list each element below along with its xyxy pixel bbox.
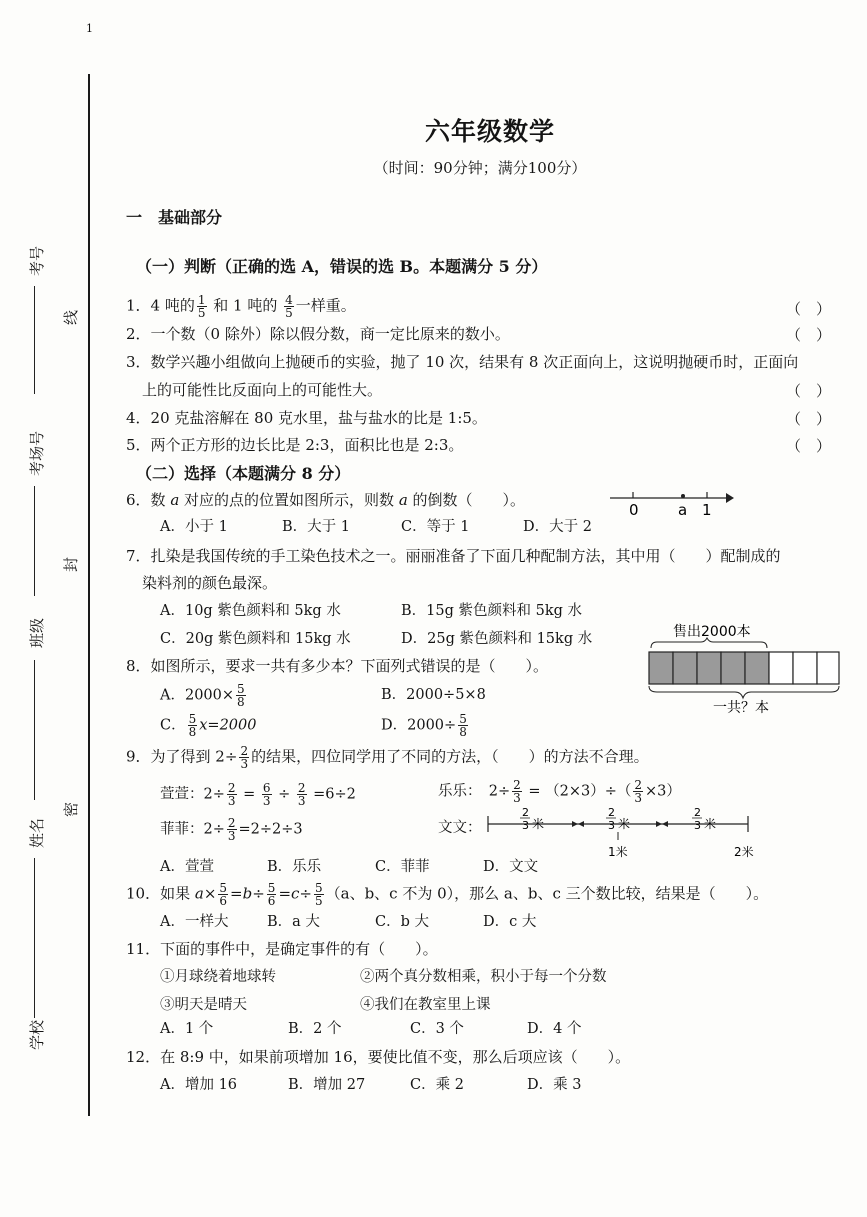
option-10b[interactable]: B．a 大 <box>267 914 320 930</box>
event-2: ②两个真分数相乘，积小于每一个分数 <box>360 969 607 985</box>
bar-cell-shaded <box>745 652 769 684</box>
question-6: 6．数 a 对应的点的位置如图所示，则数 a 的倒数（ ）。 <box>126 491 526 509</box>
fraction: $\frac{2}{3}$ <box>227 816 236 843</box>
answer-paren-4[interactable]: （ ） <box>786 410 832 428</box>
option-12d[interactable]: D．乘 3 <box>527 1077 582 1093</box>
question-3-line1: 3．数学兴趣小组做向上抛硬币的实验，抛了 10 次，结果有 8 次正面向上，这说明抛硬币时，正面向 <box>126 353 799 371</box>
answer-paren-1[interactable]: （ ） <box>786 300 832 318</box>
label-kaochang: 考场号 <box>28 430 46 476</box>
question-9: 9．为了得到 2÷ $\frac{2}{3}$ 的结果，四位同学用了不同的方法，（ ）的方法不合理。 <box>126 744 649 771</box>
question-2: 2．一个数（0 除外）除以假分数，商一定比原来的数小。 <box>126 325 510 343</box>
bar-cell-shaded <box>673 652 697 684</box>
seal-feng: 封 <box>62 556 80 572</box>
option-6d[interactable]: D．大于 2 <box>523 519 592 535</box>
method-lele: 乐乐： 2÷ $\frac{2}{3}$ = （2×3）÷（ $\frac{2}{3}$ ×3） <box>438 778 681 805</box>
option-7d[interactable]: D．25g 紫色颜料和 15kg 水 <box>401 631 593 647</box>
question-4: 4．20 克盐溶解在 80 克水里，盐与盐水的比是 1:5。 <box>126 409 487 427</box>
question-8: 8．如图所示，要求一共有多少本？下面列式错误的是（ ）。 <box>126 657 549 675</box>
option-12c[interactable]: C．乘 2 <box>410 1077 464 1093</box>
svg-text:2: 2 <box>608 806 615 819</box>
segment-1 <box>520 806 578 832</box>
label-banji: 班级 <box>28 617 46 648</box>
option-7c[interactable]: C．20g 紫色颜料和 15kg 水 <box>160 631 351 647</box>
answer-paren-5[interactable]: （ ） <box>786 437 832 455</box>
point-a <box>681 494 685 498</box>
option-7a[interactable]: A．10g 紫色颜料和 5kg 水 <box>160 603 341 619</box>
segment-2 <box>578 806 662 832</box>
label-xuexiao: 学校 <box>28 1019 46 1050</box>
fraction: $\frac{2}{3}$ <box>297 781 306 808</box>
fraction: $\frac{5}{8}$ <box>459 712 467 739</box>
fraction: $\frac{2}{3}$ <box>227 781 236 808</box>
option-9a[interactable]: A．萱萱 <box>160 859 214 875</box>
option-9c[interactable]: C．菲菲 <box>375 859 430 875</box>
bar-cell-empty <box>817 652 839 684</box>
blank-banji <box>34 660 35 800</box>
label-kaohao: 考号 <box>28 245 46 276</box>
bar-cells <box>649 652 839 684</box>
fraction: $\frac{1}{5}$ <box>197 293 206 320</box>
section-title-judge: （一）判断（正确的选 A，错误的选 B。本题满分 5 分） <box>136 257 548 276</box>
segment-diagram-figure <box>484 804 764 860</box>
question-10: 10．如果 a× $\frac{5}{6}$ =b÷ $\frac{5}{6}$ =c÷ $\frac{5}{5}$ （a、b、c 不为 0），那么 a、b、c 三个数比较，结果是（ ）。 <box>126 881 769 908</box>
question-1: 1．4 吨的 $\frac{1}{5}$ 和 1 吨的 $\frac{4}{5}$ 一样重。 <box>126 293 356 320</box>
option-8a[interactable]: A．2000× $\frac{5}{8}$ <box>160 682 245 709</box>
option-6a[interactable]: A．小于 1 <box>160 519 228 535</box>
label-one: 1 <box>702 501 712 519</box>
event-4: ④我们在教室里上课 <box>360 997 491 1013</box>
question-7-line2: 染料剂的颜色最深。 <box>142 574 278 592</box>
svg-text:3: 3 <box>608 819 615 832</box>
binding-line <box>88 74 90 1116</box>
fraction: $\frac{4}{5}$ <box>285 293 293 320</box>
section-title-choice: （二）选择（本题满分 8 分） <box>136 464 351 483</box>
method-feifei: 菲菲：2÷ $\frac{2}{3}$ =2÷2÷3 <box>160 816 303 843</box>
label-sold: 售出2000本 <box>673 624 751 640</box>
option-11b[interactable]: B．2 个 <box>288 1021 342 1037</box>
label-2m: 2米 <box>734 845 754 859</box>
svg-text:2: 2 <box>522 806 529 819</box>
fraction: $\frac{5}{8}$ <box>237 682 245 709</box>
option-11d[interactable]: D．4 个 <box>527 1021 582 1037</box>
bar-cell-empty <box>793 652 817 684</box>
option-10a[interactable]: A．一样大 <box>160 914 229 930</box>
answer-paren-2[interactable]: （ ） <box>786 326 832 344</box>
blank-kaochang <box>34 486 35 596</box>
option-11a[interactable]: A．1 个 <box>160 1021 214 1037</box>
option-12b[interactable]: B．增加 27 <box>288 1077 366 1093</box>
option-12a[interactable]: A．增加 16 <box>160 1077 238 1093</box>
label-1m: 1米 <box>608 845 628 859</box>
svg-text:米: 米 <box>704 817 717 831</box>
question-12: 12．在 8:9 中，如果前项增加 16，要使比值不变，那么后项应该（ ）。 <box>126 1048 631 1066</box>
fraction: $\frac{2}{3}$ <box>634 778 643 805</box>
seal-xian: 线 <box>62 309 80 325</box>
option-6b[interactable]: B．大于 1 <box>282 519 350 535</box>
number-line-figure <box>608 486 748 520</box>
fraction: $\frac{5}{6}$ <box>267 881 276 908</box>
option-8d[interactable]: D．2000÷ $\frac{5}{8}$ <box>381 712 467 739</box>
label-a: a <box>678 501 688 519</box>
option-10c[interactable]: C．b 大 <box>375 914 429 930</box>
page-subtitle: （时间：90分钟；满分100分） <box>373 159 587 177</box>
svg-text:米: 米 <box>532 817 545 831</box>
bar-cell-shaded <box>697 652 721 684</box>
bar-diagram-figure <box>643 620 843 715</box>
segment-3 <box>662 806 716 832</box>
bar-cell-shaded <box>721 652 745 684</box>
label-total: 一共？本 <box>713 700 769 715</box>
label-xingming: 姓名 <box>28 817 46 848</box>
option-8b[interactable]: B．2000÷5×8 <box>381 687 486 703</box>
bar-cell-empty <box>769 652 793 684</box>
option-9b[interactable]: B．乐乐 <box>267 859 322 875</box>
brace-total <box>649 686 839 698</box>
fraction: $\frac{5}{6}$ <box>219 881 228 908</box>
event-1: ①月球绕着地球转 <box>160 969 276 985</box>
svg-text:3: 3 <box>694 819 701 832</box>
blank-kaohao <box>34 286 35 394</box>
fraction: $\frac{5}{8}$ <box>188 712 197 739</box>
question-7-line1: 7．扎染是我国传统的手工染色技术之一。丽丽准备了下面几种配制方法，其中用（ ）配制成的 <box>126 547 781 565</box>
section-title-part1: 一 基础部分 <box>126 208 223 227</box>
answer-paren-3[interactable]: （ ） <box>786 382 832 400</box>
svg-text:3: 3 <box>522 819 529 832</box>
seal-mi: 密 <box>62 801 80 817</box>
option-10d[interactable]: D．c 大 <box>483 914 537 930</box>
svg-text:米: 米 <box>618 817 631 831</box>
bar-cell-shaded <box>649 652 673 684</box>
label-zero: 0 <box>629 501 639 519</box>
option-9d[interactable]: D．文文 <box>483 859 539 875</box>
question-3-line2: 上的可能性比反面向上的可能性大。 <box>142 381 383 399</box>
option-6c[interactable]: C．等于 1 <box>401 519 470 535</box>
question-5: 5．两个正方形的边长比是 2:3，面积比也是 2:3。 <box>126 436 464 454</box>
question-11: 11．下面的事件中，是确定事件的有（ ）。 <box>126 940 438 958</box>
number-line-arrow <box>726 493 734 503</box>
svg-text:2: 2 <box>694 806 701 819</box>
blank-xingming <box>34 858 35 1018</box>
option-11c[interactable]: C．3 个 <box>410 1021 464 1037</box>
method-xuanxuan: 萱萱：2÷ $\frac{2}{3}$ = $\frac{6}{3}$ ÷ $\frac{2}{3}$ =6÷2 <box>160 781 356 808</box>
method-wenwen-label: 文文： <box>438 820 482 836</box>
page-mark: 1 <box>86 22 93 35</box>
page-title: 六年级数学 <box>424 117 555 146</box>
fraction: $\frac{2}{3}$ <box>240 744 249 771</box>
fraction: $\frac{2}{3}$ <box>513 778 521 805</box>
option-7b[interactable]: B．15g 紫色颜料和 5kg 水 <box>401 603 583 619</box>
fraction: $\frac{6}{3}$ <box>262 781 271 808</box>
event-3: ③明天是晴天 <box>160 997 247 1013</box>
fraction: $\frac{5}{5}$ <box>315 881 323 908</box>
option-8c[interactable]: C． $\frac{5}{8}$ x=2000 <box>160 712 257 739</box>
